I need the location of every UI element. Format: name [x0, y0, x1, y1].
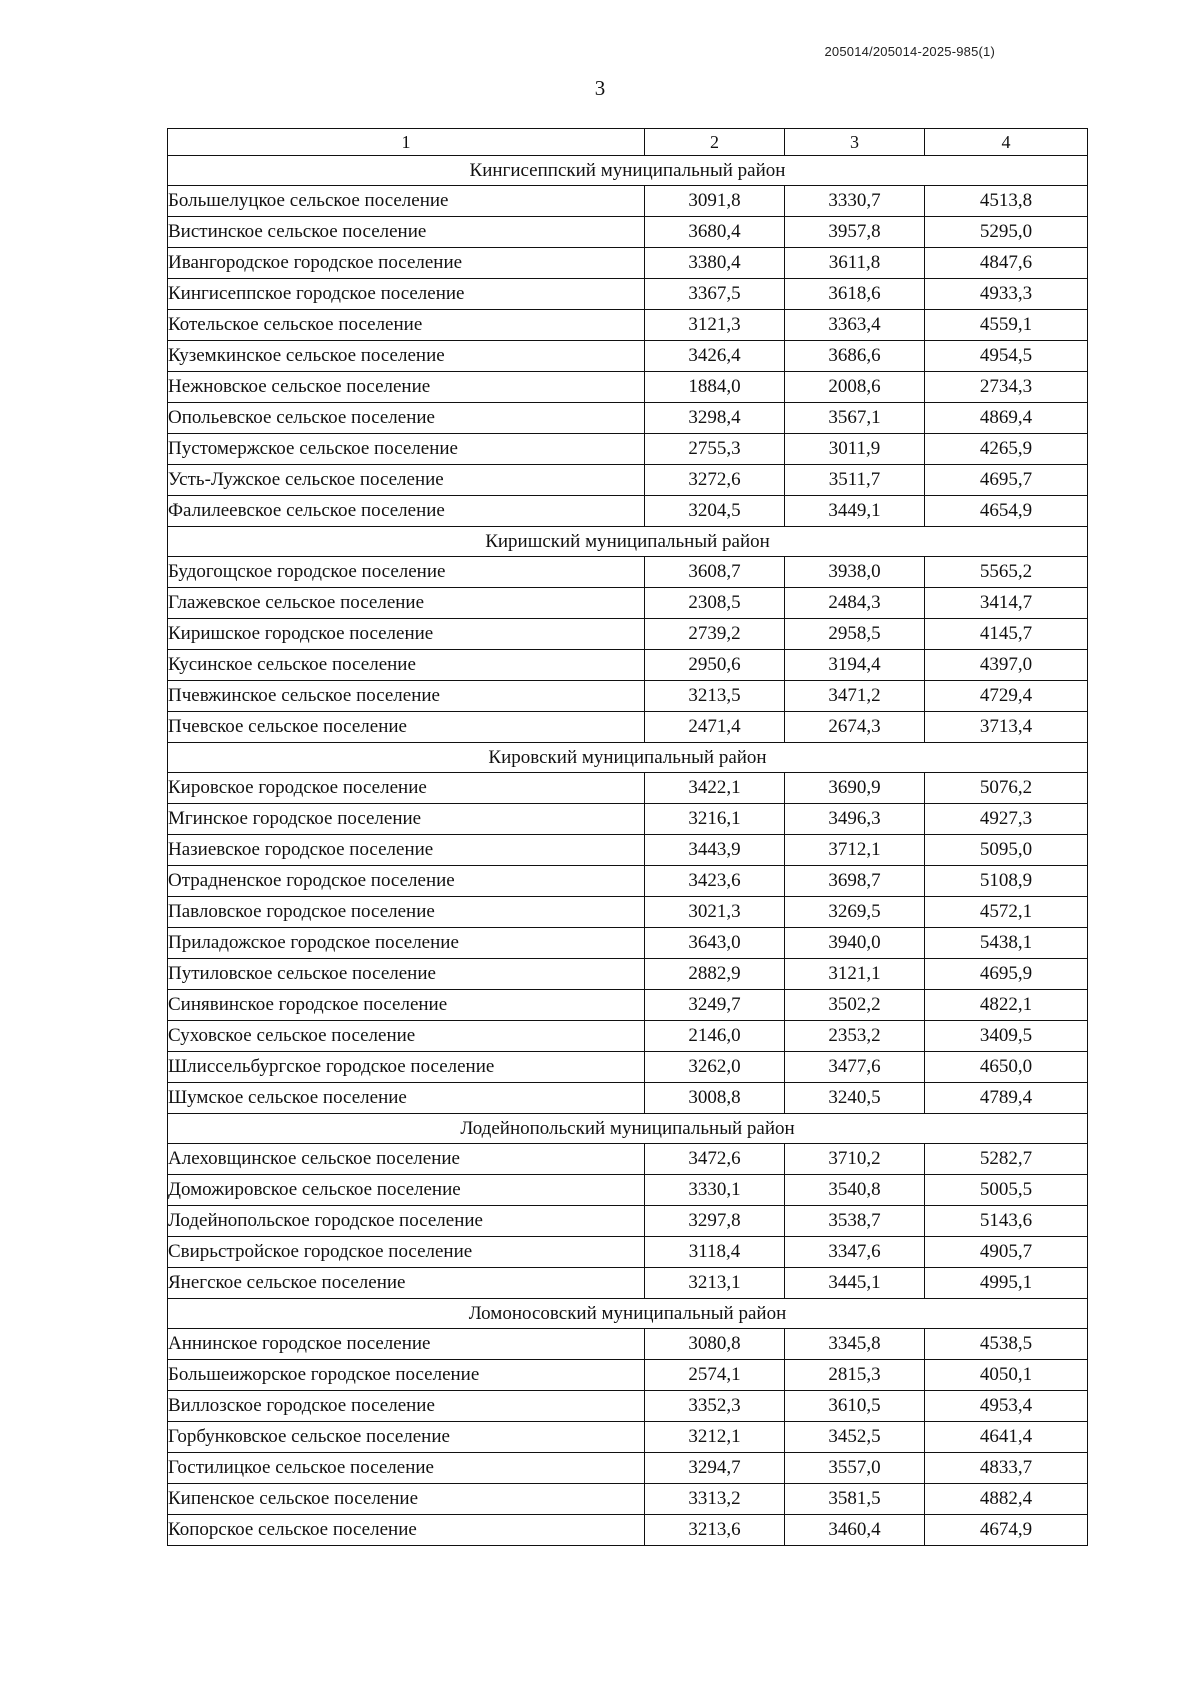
value-cell-col4: 3409,5 [925, 1021, 1088, 1052]
value-cell-col2: 2574,1 [645, 1360, 785, 1391]
value-cell-col2: 3426,4 [645, 341, 785, 372]
settlement-name-cell: Шумское сельское поселение [168, 1083, 645, 1114]
settlement-name-cell: Фалилеевское сельское поселение [168, 496, 645, 527]
value-cell-col3: 3557,0 [785, 1453, 925, 1484]
value-cell-col3: 3347,6 [785, 1237, 925, 1268]
value-cell-col4: 4927,3 [925, 804, 1088, 835]
settlement-name-cell: Аннинское городское поселение [168, 1329, 645, 1360]
district-row [168, 527, 1088, 557]
table-row [168, 1391, 1088, 1422]
value-cell-col4: 4729,4 [925, 681, 1088, 712]
value-cell-col3: 3330,7 [785, 186, 925, 217]
value-cell-col3: 3618,6 [785, 279, 925, 310]
value-cell-col3: 3511,7 [785, 465, 925, 496]
table-row [168, 1268, 1088, 1299]
value-cell-col3: 2008,6 [785, 372, 925, 403]
district-title: Киришский муниципальный район [168, 527, 1088, 557]
settlement-name-cell: Ивангородское городское поселение [168, 248, 645, 279]
value-cell-col3: 3538,7 [785, 1206, 925, 1237]
value-cell-col2: 3021,3 [645, 897, 785, 928]
value-cell-col2: 3213,1 [645, 1268, 785, 1299]
value-cell-col4: 4789,4 [925, 1083, 1088, 1114]
value-cell-col3: 3712,1 [785, 835, 925, 866]
value-cell-col2: 3443,9 [645, 835, 785, 866]
column-header-row [168, 129, 1088, 156]
value-cell-col4: 5095,0 [925, 835, 1088, 866]
settlement-name-cell: Приладожское городское поселение [168, 928, 645, 959]
value-cell-col2: 2146,0 [645, 1021, 785, 1052]
table-row [168, 217, 1088, 248]
value-cell-col4: 4674,9 [925, 1515, 1088, 1546]
value-cell-col3: 3496,3 [785, 804, 925, 835]
table-row [168, 186, 1088, 217]
value-cell-col3: 3610,5 [785, 1391, 925, 1422]
table-row [168, 1175, 1088, 1206]
table-row [168, 279, 1088, 310]
settlement-name-cell: Назиевское городское поселение [168, 835, 645, 866]
settlement-name-cell: Кировское городское поселение [168, 773, 645, 804]
table-row [168, 557, 1088, 588]
value-cell-col3: 2815,3 [785, 1360, 925, 1391]
settlement-name-cell: Павловское городское поселение [168, 897, 645, 928]
value-cell-col4: 4995,1 [925, 1268, 1088, 1299]
settlement-name-cell: Нежновское сельское поселение [168, 372, 645, 403]
table-row [168, 1484, 1088, 1515]
value-cell-col2: 3422,1 [645, 773, 785, 804]
value-cell-col4: 4265,9 [925, 434, 1088, 465]
value-cell-col4: 4559,1 [925, 310, 1088, 341]
table-row [168, 1144, 1088, 1175]
district-row [168, 1114, 1088, 1144]
value-cell-col2: 3313,2 [645, 1484, 785, 1515]
value-cell-col2: 3294,7 [645, 1453, 785, 1484]
value-cell-col4: 4145,7 [925, 619, 1088, 650]
table-row [168, 465, 1088, 496]
value-cell-col4: 4954,5 [925, 341, 1088, 372]
value-cell-col4: 5565,2 [925, 557, 1088, 588]
value-cell-col4: 4397,0 [925, 650, 1088, 681]
settlement-name-cell: Киришское городское поселение [168, 619, 645, 650]
value-cell-col2: 3423,6 [645, 866, 785, 897]
settlement-name-cell: Копорское сельское поселение [168, 1515, 645, 1546]
value-cell-col4: 4953,4 [925, 1391, 1088, 1422]
settlement-name-cell: Кингисеппское городское поселение [168, 279, 645, 310]
value-cell-col2: 3472,6 [645, 1144, 785, 1175]
value-cell-col2: 3272,6 [645, 465, 785, 496]
value-cell-col4: 5005,5 [925, 1175, 1088, 1206]
table-row [168, 619, 1088, 650]
settlement-name-cell: Путиловское сельское поселение [168, 959, 645, 990]
settlement-name-cell: Шлиссельбургское городское поселение [168, 1052, 645, 1083]
district-row [168, 743, 1088, 773]
settlement-name-cell: Пчевское сельское поселение [168, 712, 645, 743]
value-cell-col2: 3118,4 [645, 1237, 785, 1268]
district-title: Кингисеппский муниципальный район [168, 156, 1088, 186]
value-cell-col3: 3938,0 [785, 557, 925, 588]
value-cell-col2: 3608,7 [645, 557, 785, 588]
value-cell-col2: 3367,5 [645, 279, 785, 310]
value-cell-col2: 3352,3 [645, 1391, 785, 1422]
value-cell-col2: 3008,8 [645, 1083, 785, 1114]
value-cell-col3: 3240,5 [785, 1083, 925, 1114]
value-cell-col4: 5108,9 [925, 866, 1088, 897]
value-cell-col3: 3940,0 [785, 928, 925, 959]
district-title: Ломоносовский муниципальный район [168, 1299, 1088, 1329]
value-cell-col4: 4882,4 [925, 1484, 1088, 1515]
value-cell-col4: 4650,0 [925, 1052, 1088, 1083]
value-cell-col4: 4822,1 [925, 990, 1088, 1021]
table-row [168, 804, 1088, 835]
district-row [168, 1299, 1088, 1329]
table-row [168, 1237, 1088, 1268]
value-cell-col2: 1884,0 [645, 372, 785, 403]
value-cell-col4: 5438,1 [925, 928, 1088, 959]
value-cell-col3: 3611,8 [785, 248, 925, 279]
settlement-name-cell: Куземкинское сельское поселение [168, 341, 645, 372]
table-row [168, 1515, 1088, 1546]
value-cell-col2: 3680,4 [645, 217, 785, 248]
settlement-name-cell: Кусинское сельское поселение [168, 650, 645, 681]
table-row [168, 496, 1088, 527]
value-cell-col3: 3957,8 [785, 217, 925, 248]
value-cell-col4: 2734,3 [925, 372, 1088, 403]
table-row [168, 1422, 1088, 1453]
value-cell-col2: 2950,6 [645, 650, 785, 681]
value-cell-col4: 5282,7 [925, 1144, 1088, 1175]
value-cell-col4: 4572,1 [925, 897, 1088, 928]
value-cell-col2: 2308,5 [645, 588, 785, 619]
value-cell-col4: 3713,4 [925, 712, 1088, 743]
value-cell-col4: 4695,7 [925, 465, 1088, 496]
value-cell-col3: 3011,9 [785, 434, 925, 465]
table-row [168, 681, 1088, 712]
value-cell-col4: 4641,4 [925, 1422, 1088, 1453]
value-cell-col2: 3204,5 [645, 496, 785, 527]
value-cell-col2: 2755,3 [645, 434, 785, 465]
value-cell-col3: 3581,5 [785, 1484, 925, 1515]
table-row [168, 310, 1088, 341]
table-row [168, 341, 1088, 372]
settlement-name-cell: Усть-Лужское сельское поселение [168, 465, 645, 496]
value-cell-col2: 3643,0 [645, 928, 785, 959]
table-row [168, 1052, 1088, 1083]
table-row [168, 835, 1088, 866]
value-cell-col3: 2353,2 [785, 1021, 925, 1052]
value-cell-col4: 4050,1 [925, 1360, 1088, 1391]
table-row [168, 897, 1088, 928]
value-cell-col3: 3194,4 [785, 650, 925, 681]
value-cell-col2: 3298,4 [645, 403, 785, 434]
value-cell-col3: 3452,5 [785, 1422, 925, 1453]
value-cell-col3: 3460,4 [785, 1515, 925, 1546]
settlement-name-cell: Пустомержское сельское поселение [168, 434, 645, 465]
table-row [168, 588, 1088, 619]
table-row [168, 959, 1088, 990]
settlement-name-cell: Отрадненское городское поселение [168, 866, 645, 897]
value-cell-col4: 3414,7 [925, 588, 1088, 619]
settlement-name-cell: Будогощское городское поселение [168, 557, 645, 588]
value-cell-col4: 4695,9 [925, 959, 1088, 990]
table-row [168, 990, 1088, 1021]
value-cell-col2: 3080,8 [645, 1329, 785, 1360]
value-cell-col3: 2674,3 [785, 712, 925, 743]
value-cell-col2: 3212,1 [645, 1422, 785, 1453]
table-row [168, 248, 1088, 279]
settlement-name-cell: Янегское сельское поселение [168, 1268, 645, 1299]
column-header: 3 [785, 129, 925, 156]
value-cell-col2: 3297,8 [645, 1206, 785, 1237]
settlement-name-cell: Суховское сельское поселение [168, 1021, 645, 1052]
settlement-name-cell: Большеижорское городское поселение [168, 1360, 645, 1391]
value-cell-col2: 3249,7 [645, 990, 785, 1021]
value-cell-col4: 5143,6 [925, 1206, 1088, 1237]
value-cell-col4: 5076,2 [925, 773, 1088, 804]
value-cell-col2: 3213,6 [645, 1515, 785, 1546]
settlement-name-cell: Виллозское городское поселение [168, 1391, 645, 1422]
value-cell-col4: 4513,8 [925, 186, 1088, 217]
settlement-name-cell: Доможировское сельское поселение [168, 1175, 645, 1206]
value-cell-col4: 4869,4 [925, 403, 1088, 434]
value-cell-col2: 3213,5 [645, 681, 785, 712]
document-id: 205014/205014-2025-985(1) [824, 44, 995, 59]
table-row [168, 1083, 1088, 1114]
settlement-name-cell: Синявинское городское поселение [168, 990, 645, 1021]
settlement-name-cell: Кипенское сельское поселение [168, 1484, 645, 1515]
value-cell-col3: 3449,1 [785, 496, 925, 527]
value-cell-col2: 3330,1 [645, 1175, 785, 1206]
table-row [168, 712, 1088, 743]
table-row [168, 866, 1088, 897]
value-cell-col2: 3121,3 [645, 310, 785, 341]
page-number: 3 [594, 76, 606, 100]
value-cell-col4: 4847,6 [925, 248, 1088, 279]
settlement-name-cell: Алеховщинское сельское поселение [168, 1144, 645, 1175]
settlement-name-cell: Горбунковское сельское поселение [168, 1422, 645, 1453]
value-cell-col4: 5295,0 [925, 217, 1088, 248]
district-row [168, 156, 1088, 186]
value-cell-col2: 3380,4 [645, 248, 785, 279]
value-cell-col4: 4905,7 [925, 1237, 1088, 1268]
value-cell-col3: 2484,3 [785, 588, 925, 619]
district-title: Кировский муниципальный район [168, 743, 1088, 773]
table-body [168, 156, 1088, 1546]
value-cell-col3: 3690,9 [785, 773, 925, 804]
column-header: 4 [925, 129, 1088, 156]
value-cell-col3: 3121,1 [785, 959, 925, 990]
table-row [168, 403, 1088, 434]
table-row [168, 1453, 1088, 1484]
settlement-name-cell: Мгинское городское поселение [168, 804, 645, 835]
value-cell-col2: 2882,9 [645, 959, 785, 990]
value-cell-col3: 3686,6 [785, 341, 925, 372]
settlement-name-cell: Свирьстройское городское поселение [168, 1237, 645, 1268]
settlement-name-cell: Вистинское сельское поселение [168, 217, 645, 248]
value-cell-col2: 2471,4 [645, 712, 785, 743]
district-title: Лодейнопольский муниципальный район [168, 1114, 1088, 1144]
value-cell-col3: 3345,8 [785, 1329, 925, 1360]
value-cell-col2: 3216,1 [645, 804, 785, 835]
value-cell-col3: 3477,6 [785, 1052, 925, 1083]
table-row [168, 928, 1088, 959]
value-cell-col3: 3710,2 [785, 1144, 925, 1175]
settlement-name-cell: Котельское сельское поселение [168, 310, 645, 341]
value-cell-col2: 3262,0 [645, 1052, 785, 1083]
value-cell-col4: 4933,3 [925, 279, 1088, 310]
value-cell-col3: 3698,7 [785, 866, 925, 897]
value-cell-col2: 3091,8 [645, 186, 785, 217]
value-cell-col4: 4538,5 [925, 1329, 1088, 1360]
value-cell-col3: 3567,1 [785, 403, 925, 434]
settlement-name-cell: Пчевжинское сельское поселение [168, 681, 645, 712]
settlement-name-cell: Большелуцкое сельское поселение [168, 186, 645, 217]
value-cell-col3: 3445,1 [785, 1268, 925, 1299]
value-cell-col3: 3502,2 [785, 990, 925, 1021]
value-cell-col3: 3540,8 [785, 1175, 925, 1206]
column-header: 2 [645, 129, 785, 156]
table-row [168, 434, 1088, 465]
value-cell-col3: 3363,4 [785, 310, 925, 341]
table-row [168, 1329, 1088, 1360]
data-table [167, 128, 1088, 1546]
table-row [168, 1360, 1088, 1391]
settlement-name-cell: Гостилицкое сельское поселение [168, 1453, 645, 1484]
value-cell-col4: 4654,9 [925, 496, 1088, 527]
settlement-name-cell: Опольевское сельское поселение [168, 403, 645, 434]
table-row [168, 1206, 1088, 1237]
table-row [168, 1021, 1088, 1052]
settlement-name-cell: Глажевское сельское поселение [168, 588, 645, 619]
value-cell-col3: 2958,5 [785, 619, 925, 650]
value-cell-col3: 3471,2 [785, 681, 925, 712]
table-row [168, 650, 1088, 681]
value-cell-col4: 4833,7 [925, 1453, 1088, 1484]
value-cell-col3: 3269,5 [785, 897, 925, 928]
value-cell-col2: 2739,2 [645, 619, 785, 650]
table-row [168, 773, 1088, 804]
table-row [168, 372, 1088, 403]
settlement-name-cell: Лодейнопольское городское поселение [168, 1206, 645, 1237]
column-header: 1 [168, 129, 645, 156]
